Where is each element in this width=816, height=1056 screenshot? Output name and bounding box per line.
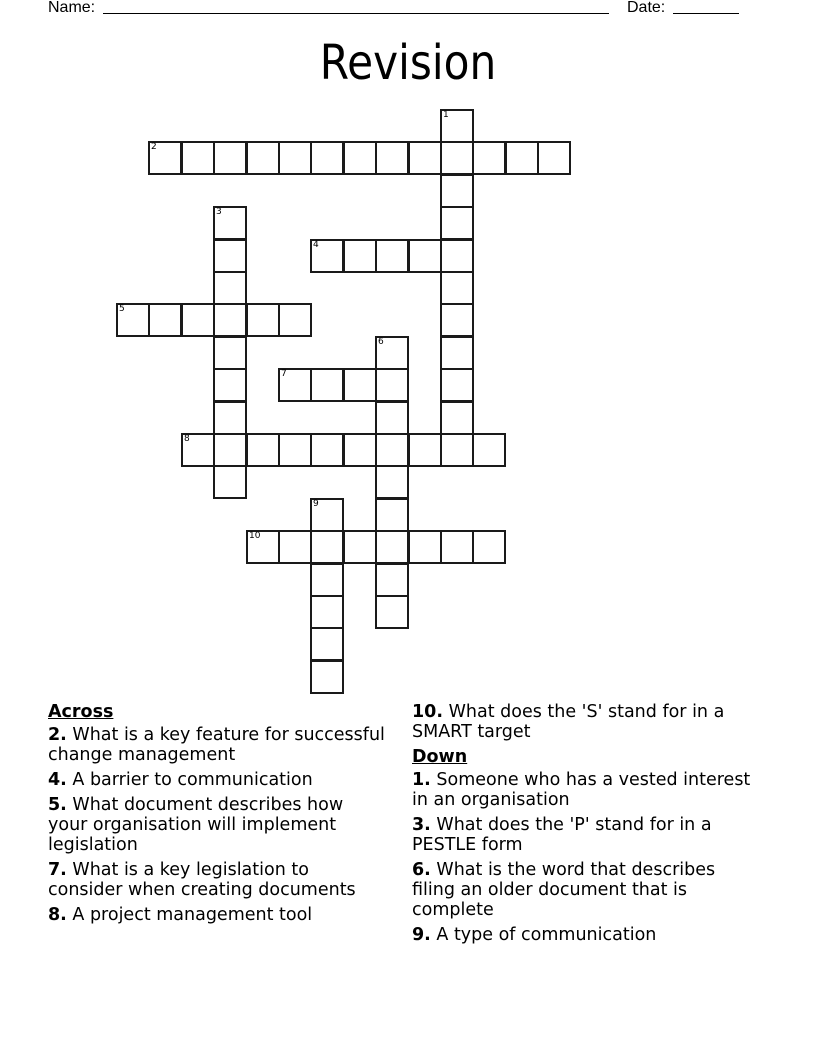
clue-across-7: 7. What is a key legislation to consider when creating documents: [48, 860, 356, 900]
crossword-cell[interactable]: [310, 141, 344, 175]
crossword-cell[interactable]: [375, 401, 409, 435]
crossword-cell[interactable]: [472, 530, 506, 564]
crossword-cell[interactable]: [310, 530, 344, 564]
crossword-cell[interactable]: [116, 303, 150, 337]
crossword-cell[interactable]: [148, 303, 182, 337]
crossword-cell[interactable]: [181, 141, 215, 175]
clue-number: 6: [378, 337, 384, 347]
down-heading: Down: [412, 747, 468, 767]
crossword-cell[interactable]: [440, 336, 474, 370]
crossword-cell[interactable]: [213, 141, 247, 175]
clue-number: 7: [281, 369, 287, 379]
crossword-cell[interactable]: [440, 239, 474, 273]
clue-number: 3: [216, 207, 222, 217]
clue-across-8: 8. A project management tool: [48, 905, 313, 925]
name-label: Name:: [48, 0, 96, 16]
crossword-cell[interactable]: [310, 627, 344, 661]
clue-down-1: 1. Someone who has a vested interest in an organisation: [412, 770, 751, 810]
crossword-cell[interactable]: [213, 303, 247, 337]
crossword-cell[interactable]: [505, 141, 539, 175]
crossword-cell[interactable]: [375, 530, 409, 564]
crossword-cell[interactable]: [213, 368, 247, 402]
crossword-cell[interactable]: [440, 401, 474, 435]
page-title: Revision: [319, 35, 497, 91]
clue-number: 10: [249, 531, 261, 541]
crossword-cell[interactable]: [181, 303, 215, 337]
crossword-cell[interactable]: [310, 660, 344, 694]
crossword-cell[interactable]: [310, 563, 344, 597]
crossword-cell[interactable]: [440, 174, 474, 208]
crossword-cell[interactable]: [440, 271, 474, 305]
clue-number: 9: [313, 499, 319, 509]
clue-down-3: 3. What does the 'P' stand for in a PESTLE form: [412, 815, 712, 855]
crossword-cell[interactable]: [278, 433, 312, 467]
crossword-cell[interactable]: [278, 141, 312, 175]
crossword-cell[interactable]: [310, 239, 344, 273]
crossword-cell[interactable]: [408, 239, 442, 273]
crossword-cell[interactable]: [310, 433, 344, 467]
crossword-cell[interactable]: [343, 141, 377, 175]
crossword-cell[interactable]: [375, 336, 409, 370]
clue-across-2: 2. What is a key feature for successful change management: [48, 725, 385, 765]
crossword-cell[interactable]: [375, 498, 409, 532]
crossword-cell[interactable]: [440, 109, 474, 143]
crossword-cell[interactable]: [213, 271, 247, 305]
crossword-cell[interactable]: [375, 595, 409, 629]
across-heading: Across: [48, 702, 114, 722]
clue-across-5: 5. What document describes how your organisation will implement legislation: [48, 795, 344, 855]
crossword-cell[interactable]: [408, 141, 442, 175]
crossword-cell[interactable]: [343, 368, 377, 402]
clue-down-9: 9. A type of communication: [412, 925, 657, 945]
crossword-cell[interactable]: [408, 433, 442, 467]
crossword-cell[interactable]: [246, 141, 280, 175]
crossword-cell[interactable]: [246, 530, 280, 564]
crossword-cell[interactable]: [440, 206, 474, 240]
crossword-cell[interactable]: [213, 401, 247, 435]
crossword-cell[interactable]: [310, 498, 344, 532]
crossword-cell[interactable]: [343, 530, 377, 564]
crossword-cell[interactable]: [213, 433, 247, 467]
crossword-cell[interactable]: [375, 141, 409, 175]
clues-left-column: [48, 702, 388, 930]
crossword-cell[interactable]: [148, 141, 182, 175]
crossword-cell[interactable]: [440, 530, 474, 564]
clue-down-6: 6. What is the word that describes filing an older document that is complete: [412, 860, 716, 920]
crossword-cell[interactable]: [213, 206, 247, 240]
crossword-cell[interactable]: [213, 239, 247, 273]
crossword-cell[interactable]: [343, 433, 377, 467]
crossword-cell[interactable]: [278, 368, 312, 402]
crossword-cell[interactable]: [408, 530, 442, 564]
clue-number: 5: [119, 304, 125, 314]
clue-across-10: 10. What does the 'S' stand for in a SMART target: [412, 702, 725, 742]
crossword-cell[interactable]: [278, 303, 312, 337]
crossword-cell[interactable]: [343, 239, 377, 273]
crossword-cell[interactable]: [246, 303, 280, 337]
clue-across-4: 4. A barrier to communication: [48, 770, 313, 790]
crossword-cell[interactable]: [375, 433, 409, 467]
crossword-cell[interactable]: [472, 433, 506, 467]
crossword-cell[interactable]: [246, 433, 280, 467]
clues-right-column: [412, 702, 752, 950]
crossword-cell[interactable]: [310, 368, 344, 402]
clue-number: 2: [151, 142, 157, 152]
crossword-cell[interactable]: [440, 141, 474, 175]
crossword-cell[interactable]: [213, 336, 247, 370]
crossword-cell[interactable]: [375, 239, 409, 273]
crossword-cell[interactable]: [375, 465, 409, 499]
crossword-cell[interactable]: [310, 595, 344, 629]
crossword-cell[interactable]: [278, 530, 312, 564]
clue-number: 8: [184, 434, 190, 444]
crossword-cell[interactable]: [440, 433, 474, 467]
clue-number: 4: [313, 240, 319, 250]
clue-number: 1: [443, 110, 449, 120]
crossword-cell[interactable]: [472, 141, 506, 175]
crossword-cell[interactable]: [537, 141, 571, 175]
crossword-cell[interactable]: [181, 433, 215, 467]
crossword-cell[interactable]: [440, 368, 474, 402]
date-label: Date:: [627, 0, 666, 16]
crossword-cell[interactable]: [375, 563, 409, 597]
crossword-cell[interactable]: [213, 465, 247, 499]
crossword-cell[interactable]: [375, 368, 409, 402]
crossword-cell[interactable]: [440, 303, 474, 337]
